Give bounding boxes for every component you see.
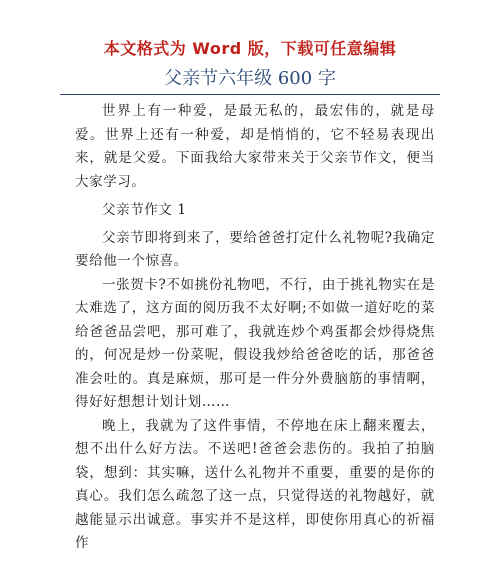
body-paragraph: 晚上，我就为了这件事情，不停地在床上翻来覆去，想不出什么好方法。不送吧!爸爸会悲伤的。我拍了拍脑袋，想到：其实嘛，送什么礼物并不重要，重要的是你的真心。我们怎么疏忽了这一点，只觉得送的礼物越好，就越能显示出诚意。事实并不是这样，即使你用真心的祈福作 (75, 417, 435, 551)
editable-notice-banner: 本文格式为 Word 版，下载可任意编辑 (103, 39, 397, 58)
body-paragraph: 父亲节即将到来了，要给爸爸打定什么礼物呢?我确定要给他一个惊喜。 (75, 229, 435, 269)
section-heading: 父亲节作文 1 (102, 202, 187, 218)
intro-paragraph: 世界上有一种爱，是最无私的，最宏伟的，就是母爱。世界上还有一种爱，却是悄悄的，它不轻易表现出来，就是父爱。下面我给大家带来关于父亲节作文，便当大家学习。 (75, 103, 435, 190)
body-paragraph: 一张贺卡?不如挑份礼物吧，不行，由于挑礼物实在是太难选了，这方面的阅历我不太好啊;不如做一道好吃的菜给爸爸品尝吧，那可难了，我就连炒个鸡蛋都会炒得烧焦的，何况是炒一份菜呢，假设我炒给爸爸吃的话，那爸爸准会吐的。真是麻烦，那可是一件分外费脑筋的事情啊，得好好想想计划计划…… (75, 276, 435, 410)
document-title: 父亲节六年级 600 字 (164, 68, 336, 89)
title-divider (60, 94, 440, 95)
document-body (75, 100, 435, 556)
